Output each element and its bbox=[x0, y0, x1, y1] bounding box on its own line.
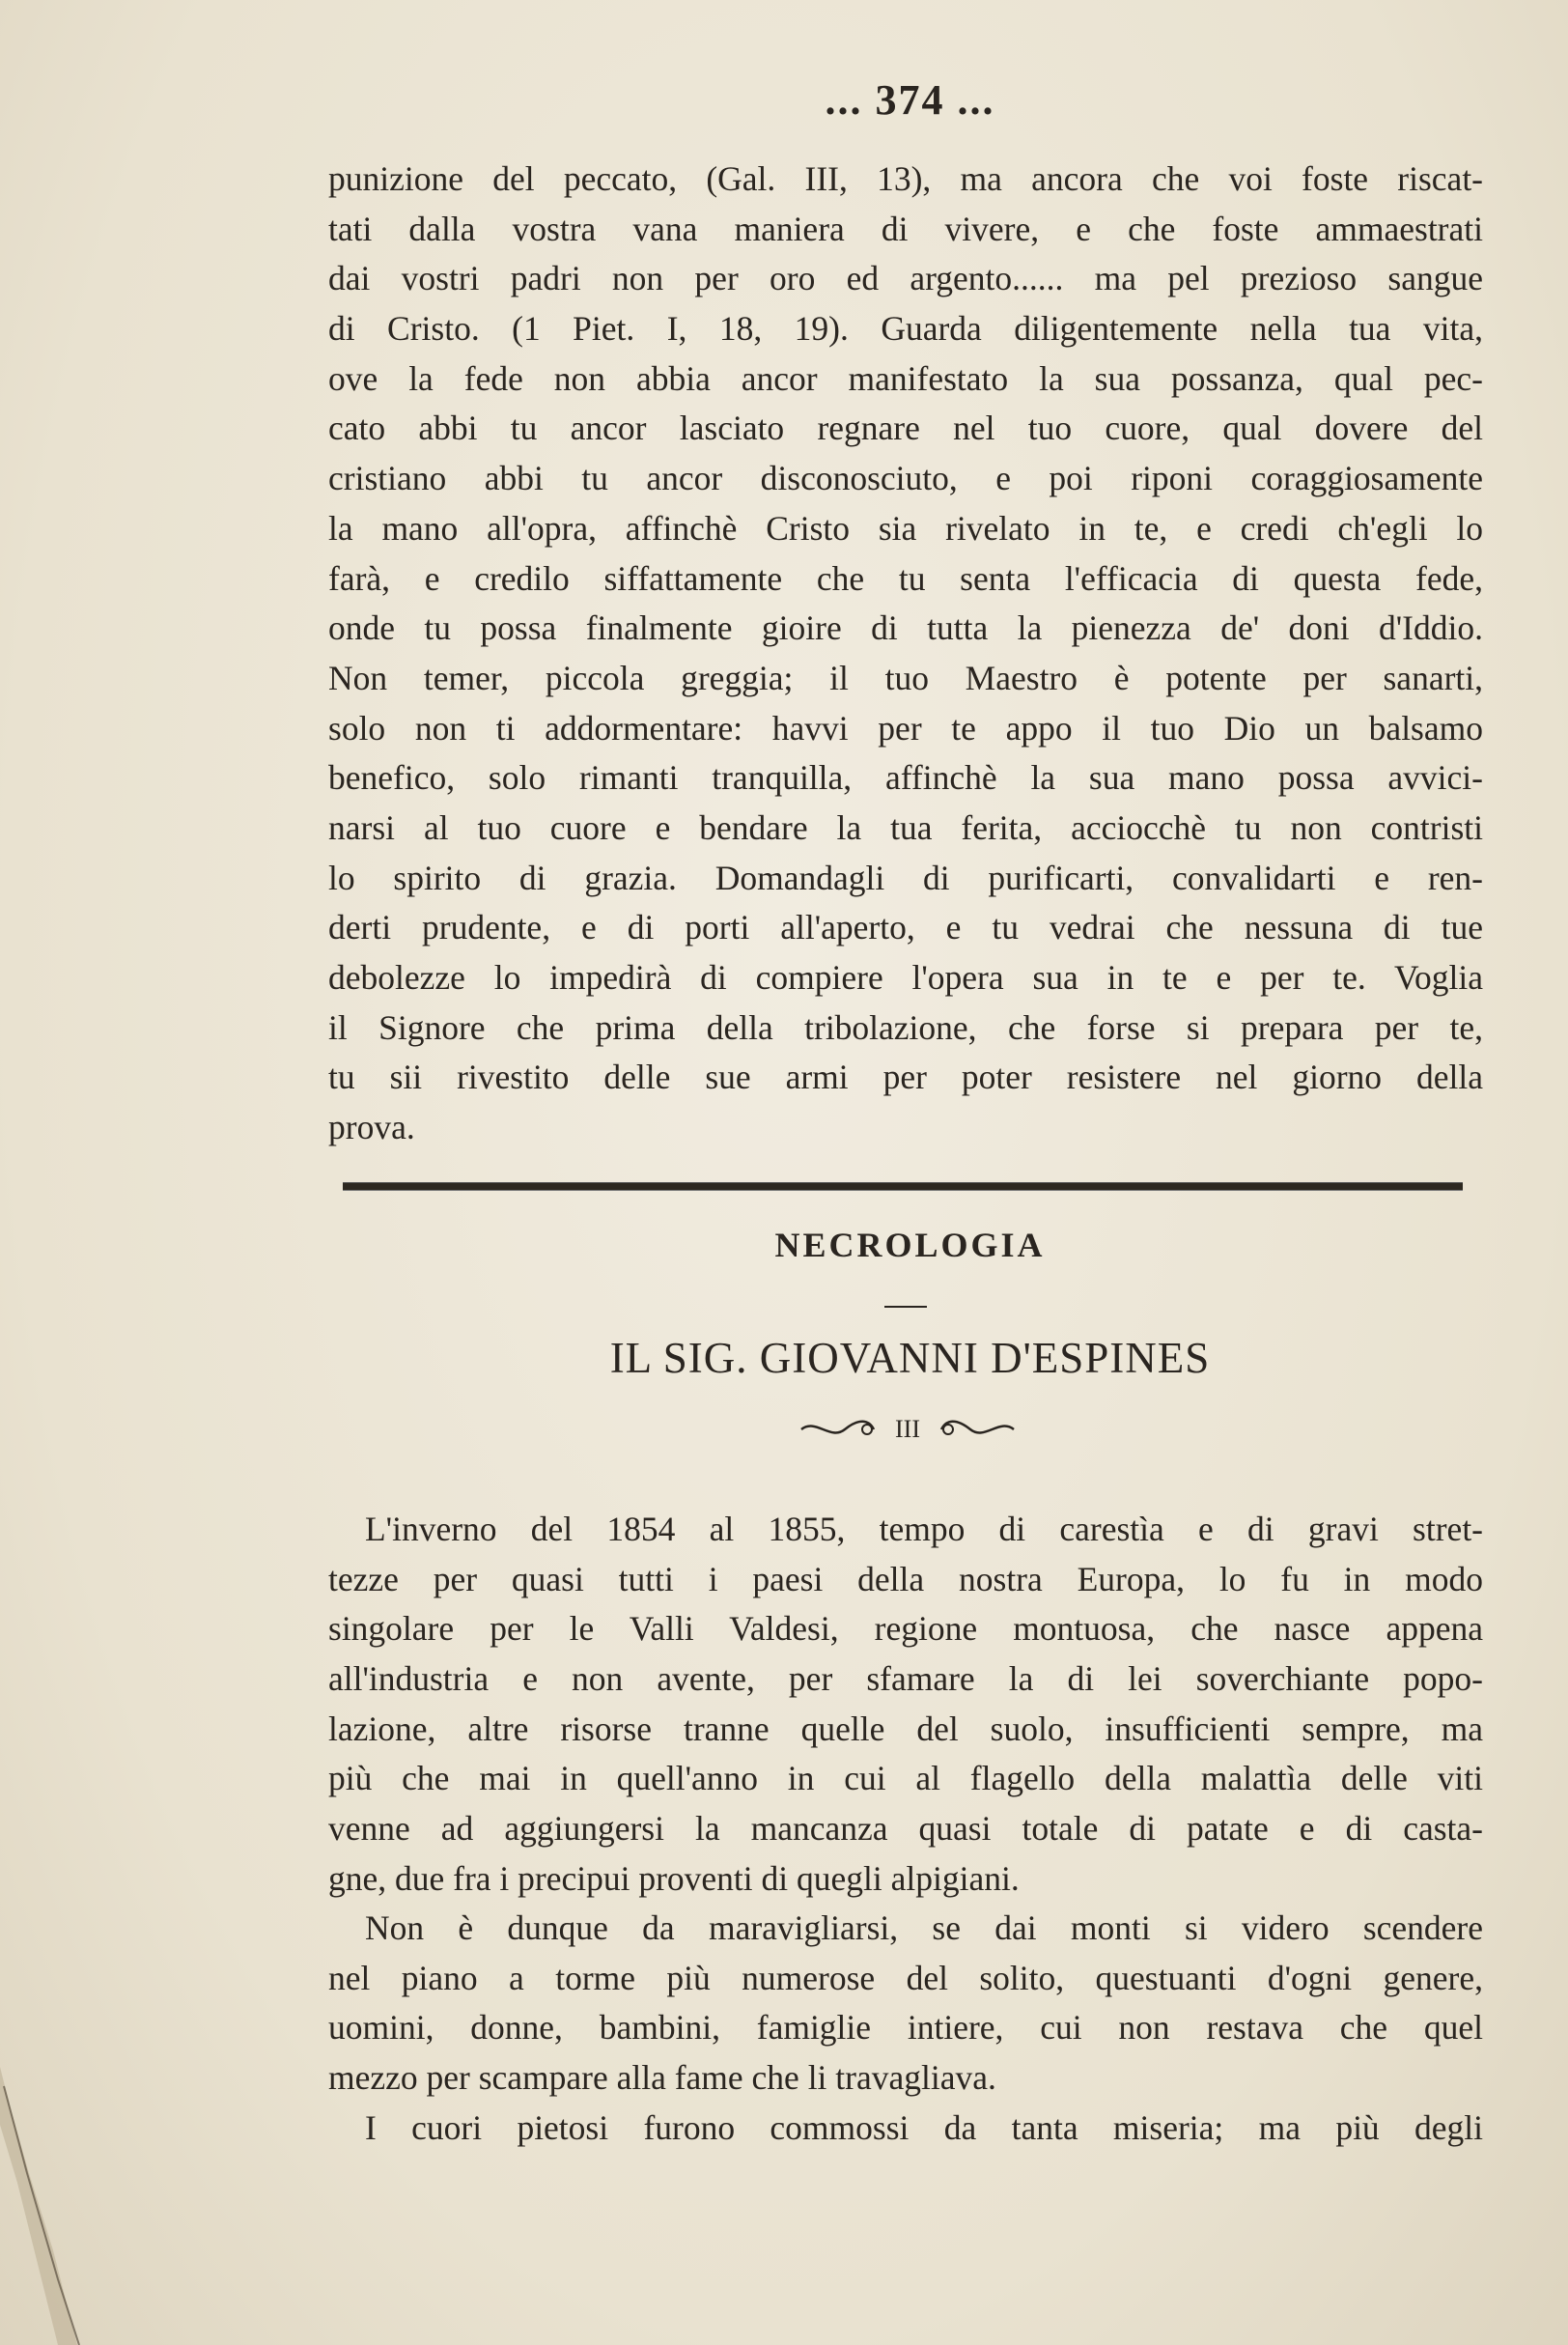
paragraph-obituary-2 bbox=[328, 1904, 1483, 2104]
text-line: tezze per quasi tutti i paesi della nostra Europa, lo fu in modo bbox=[328, 1559, 1483, 1598]
text-line: ove la fede non abbia ancor manifestato la sua possanza, qual pec- bbox=[328, 358, 1483, 398]
text-line: gne, due fra i precipui proventi di quegli alpigiani. bbox=[328, 1858, 1020, 1898]
text-line: derti prudente, e di porti all'aperto, e tu vedrai che nessuna di tue bbox=[328, 908, 1483, 947]
section-heading: NECROLOGIA bbox=[774, 1226, 1046, 1264]
short-divider bbox=[884, 1306, 927, 1308]
text-line: tati dalla vostra vana maniera di vivere, e che foste ammaestrati bbox=[328, 209, 1483, 248]
paragraph-obituary-1 bbox=[328, 1505, 1483, 1905]
page-number: ... 374 ... bbox=[825, 76, 995, 124]
article-title: IL SIG. GIOVANNI D'ESPINES bbox=[609, 1334, 1211, 1382]
text-line: punizione del peccato, (Gal. III, 13), ma ancora che voi foste riscat- bbox=[328, 159, 1483, 198]
text-line: la mano all'opra, affinchè Cristo sia rivelato in te, e credi ch'egli lo bbox=[328, 508, 1483, 548]
page-edge-crease bbox=[0, 2067, 106, 2345]
text-line: il Signore che prima della tribolazione, che forse si prepara per te, bbox=[328, 1007, 1483, 1047]
text-line: Non temer, piccola greggia; il tuo Maestro è potente per sanarti, bbox=[328, 658, 1483, 697]
text-line: narsi al tuo cuore e bendare la tua ferita, acciocchè tu non contristi bbox=[328, 807, 1483, 847]
paragraph-obituary-3 bbox=[328, 2104, 1483, 2154]
text-line: venne ad aggiungersi la mancanza quasi totale di patate e di casta- bbox=[328, 1809, 1483, 1849]
text-line: farà, e credilo siffattamente che tu senta l'efficacia di questa fede, bbox=[328, 558, 1483, 598]
text-line: cato abbi tu ancor lasciato regnare nel tuo cuore, qual dovere del bbox=[328, 409, 1483, 448]
text-line: onde tu possa finalmente gioire di tutta la pienezza de' doni d'Iddio. bbox=[328, 608, 1483, 648]
text-line: di Cristo. (1 Piet. I, 18, 19). Guarda diligentemente nella tua vita, bbox=[328, 309, 1483, 349]
text-line: lazione, altre risorse tranne quelle del suolo, insufficienti sempre, ma bbox=[328, 1709, 1483, 1748]
text-line: debolezze lo impedirà di compiere l'opera sua in te e per te. Voglia bbox=[328, 958, 1483, 997]
text-line: L'inverno del 1854 al 1855, tempo di carestìa e di gravi stret- bbox=[365, 1510, 1483, 1548]
text-line: I cuori pietosi furono commossi da tanta miseria; ma più degli bbox=[365, 2108, 1483, 2147]
text-line: tu sii rivestito delle sue armi per poter resistere nel giorno della bbox=[328, 1058, 1483, 1097]
article-number: III bbox=[895, 1415, 920, 1443]
text-line: cristiano abbi tu ancor disconosciuto, e poi riponi coraggiosamente bbox=[328, 459, 1483, 498]
section-separator-rule bbox=[343, 1182, 1463, 1191]
text-line: benefico, solo rimanti tranquilla, affinchè la sua mano possa avvici- bbox=[328, 758, 1483, 798]
text-line: più che mai in quell'anno in cui al flagello della malattìa delle viti bbox=[328, 1759, 1483, 1798]
text-line: uomini, donne, bambini, famiglie intiere, cui non restava che quel bbox=[328, 2008, 1483, 2048]
text-line: all'industria e non avente, per sfamare la di lei soverchiante popo- bbox=[328, 1659, 1483, 1699]
text-line: prova. bbox=[328, 1108, 415, 1147]
text-line: Non è dunque da maravigliarsi, se dai monti si videro scendere bbox=[365, 1908, 1483, 1947]
text-line: lo spirito di grazia. Domandagli di purificarti, convalidarti e ren- bbox=[328, 858, 1483, 897]
text-line: nel piano a torme più numerose del solito, questuanti d'ogni genere, bbox=[328, 1958, 1483, 1997]
text-line: mezzo per scampare alla fame che li travagliava. bbox=[328, 2058, 996, 2098]
text-line: solo non ti addormentare: havvi per te appo il tuo Dio un balsamo bbox=[328, 708, 1483, 748]
paragraph-continued bbox=[328, 155, 1483, 1153]
text-line: dai vostri padri non per oro ed argento...... ma pel prezioso sangue bbox=[328, 259, 1483, 298]
text-line: singolare per le Valli Valdesi, regione montuosa, che nasce appena bbox=[328, 1609, 1483, 1649]
article-number-ornament bbox=[792, 1410, 1023, 1449]
